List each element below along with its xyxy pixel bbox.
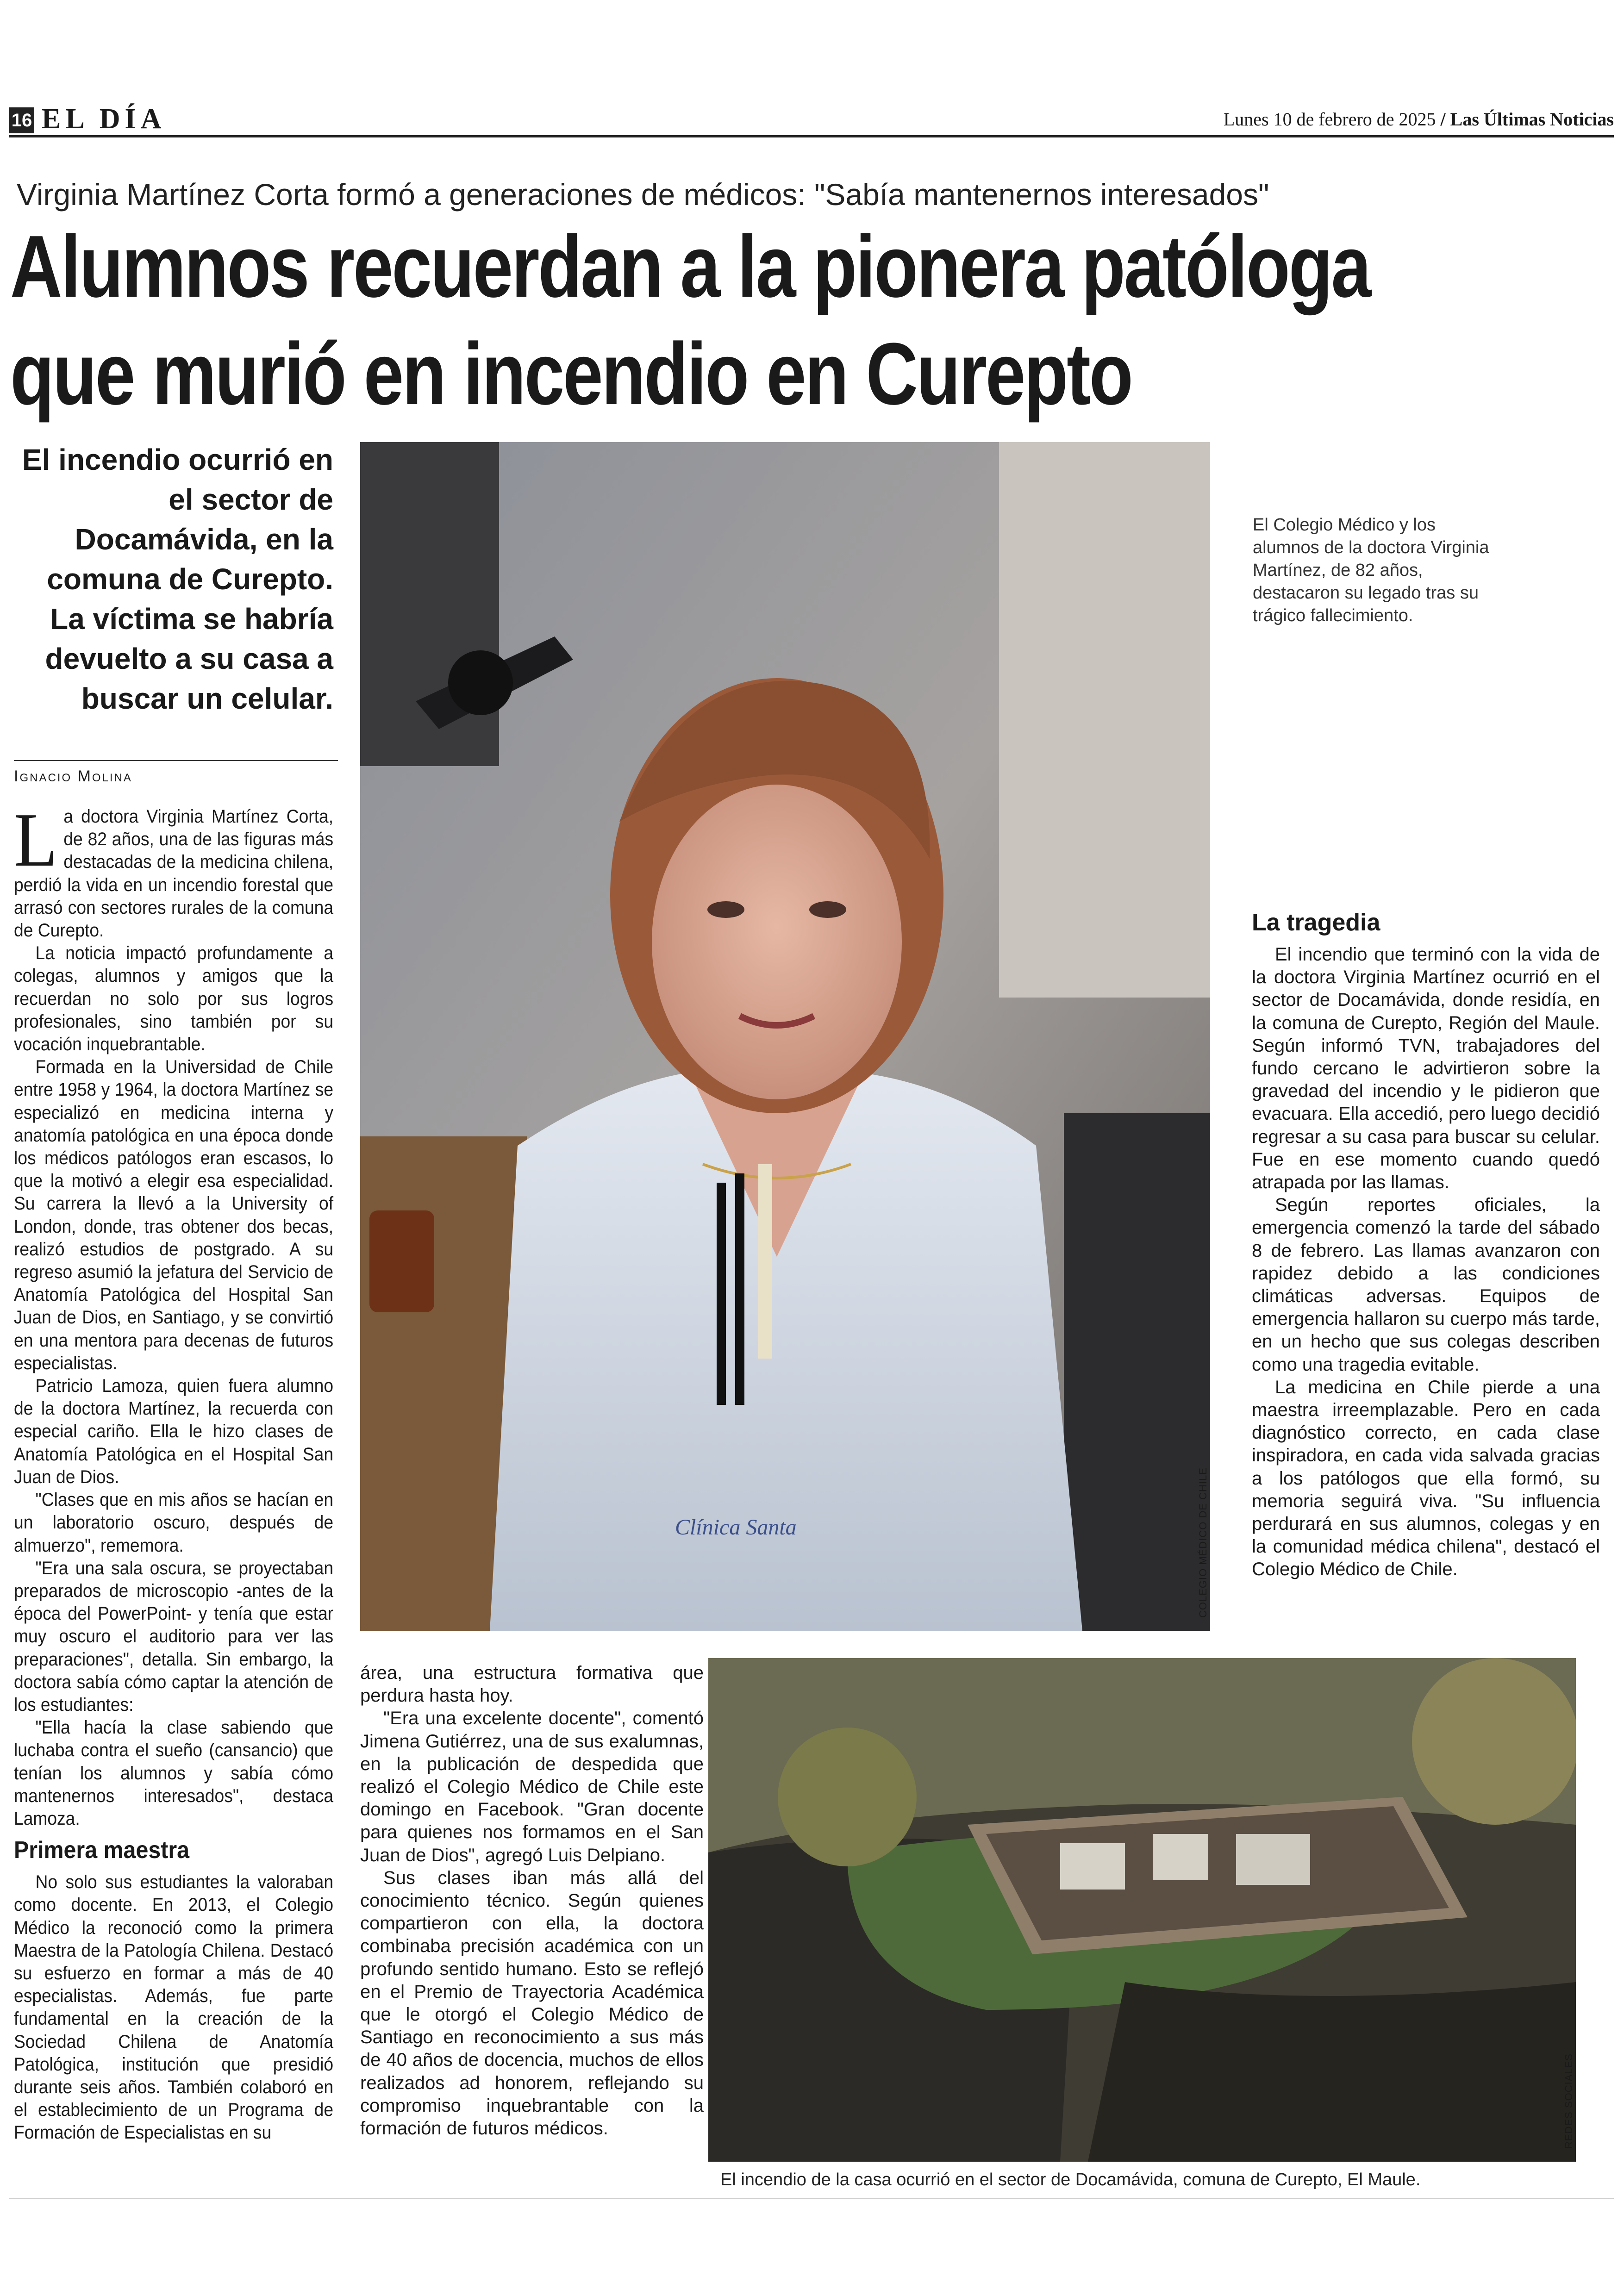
dateline bbox=[1224, 108, 1614, 130]
paragraph: "Era una sala oscura, se proyectaban preparados de microscopio -antes de la época del PowerPoint- y tenía que estar muy oscuro el auditorio para ver las preparaciones", detalla. Sin embargo, la doctora sabía cómo captar la atención de los estudiantes: bbox=[14, 1558, 334, 1715]
byline-rule bbox=[14, 760, 338, 761]
coat-badge-text bbox=[675, 1515, 797, 1540]
paragraph: No solo sus estudiantes la valoraban como docente. En 2013, el Colegio Médico la reconoció como la primera Maestra de la Patología Chilena. Destacó su esfuerzo en formar a más de 40 especialistas. Además, fue parte fundamental en la creación de la Sociedad Chilena de Anatomía Patológica, institución que presidió durante seis años. También colaboró en el establecimiento de un Programa de Formación de Especialistas en su bbox=[14, 1872, 334, 2143]
portrait-illustration bbox=[360, 442, 1210, 1631]
portrait-photo-credit: COLEGIO MÉDICO DE CHILE bbox=[1197, 1467, 1209, 1618]
article-kicker: Virginia Martínez Corta formó a generaciones de médicos: "Sabía mantenernos interesados" bbox=[17, 177, 1269, 212]
svg-text:Clínica Santa: Clínica Santa bbox=[675, 1515, 797, 1540]
subheading-la-tragedia: La tragedia bbox=[1252, 909, 1380, 936]
paragraph: área, una estructura formativa que perdura hasta hoy. bbox=[360, 1663, 704, 1706]
portrait-photo bbox=[360, 442, 1210, 1631]
paragraph: "Clases que en mis años se hacían en un laboratorio oscuro, después de almuerzo", rememora. bbox=[14, 1490, 334, 1556]
subheading-primera-maestra: Primera maestra bbox=[14, 1837, 190, 1864]
fire-aerial-photo bbox=[708, 1658, 1576, 2162]
headline-line-1: Alumnos recuerdan a la pionera patóloga bbox=[10, 218, 1370, 316]
article-column-1 bbox=[14, 797, 334, 2145]
paragraph: Patricio Lamoza, quien fuera alumno de la doctora Martínez, la recuerda con especial cariño. Ella le hizo clases de Anatomía Patológica en el Hospital San Juan de Dios. bbox=[14, 1376, 334, 1487]
header-rule bbox=[9, 135, 1614, 137]
paragraph: "Era una excelente docente", comentó Jimena Gutiérrez, una de sus exalumnas, en la publicación de despedida que realizó el Colegio Médico de Chile este domingo en Facebook. "Gran docente para quienes nos formamos en el San Juan de Dios", agregó Luis Delpiano. bbox=[360, 1708, 704, 1865]
headline-line-2: que murió en incendio en Curepto bbox=[10, 325, 1132, 423]
paragraph: Según reportes oficiales, la emergencia comenzó la tarde del sábado 8 de febrero. Las llamas avanzaron con rapidez debido a las condiciones climáticas adversas. Equipos de emergencia hallaron su cuerpo más tarde, en un hecho que sus colegas describen como una tragedia evitable. bbox=[1252, 1195, 1600, 1375]
fire-photo-caption: El incendio de la casa ocurrió en el sector de Docamávida, comuna de Curepto, El Maule. bbox=[720, 2170, 1421, 2189]
page-number: 16 bbox=[9, 107, 34, 133]
article-column-3 bbox=[1252, 903, 1600, 1581]
article-headline bbox=[10, 213, 1370, 428]
paragraph: Formada en la Universidad de Chile entre 1958 y 1964, la doctora Martínez se especializó en medicina interna y anatomía patológica en una época donde los médicos patólogos eran escasos, lo que la motivó a elegir esa especialidad. Su carrera la llevó a la University of London, donde, tras obtener dos becas, realizó estudios de postgrado. A su regreso asumió la jefatura del Servicio de Anatomía Patológica del Hospital San Juan de Dios, en Santiago, y se convirtió en una mentora para decenas de futuros especialistas. bbox=[14, 1057, 334, 1373]
article-column-2 bbox=[360, 1662, 704, 2140]
paragraph: Sus clases iban más allá del conocimiento técnico. Según quienes compartieron con ella, la doctora combinaba precisión académica con un profundo sentido humano. Esto se reflejó en el Premio de Trayectoria Académica que le otorgó el Colegio Médico de Santiago en reconocimiento a sus más de 40 años de docencia, muchos de ellos realizados ad honorem, reflejando su compromiso inquebrantable con la formación de futuros médicos. bbox=[360, 1867, 704, 2139]
section-name: EL DÍA bbox=[42, 103, 166, 135]
fire-photo-credit: REDES SOCIALES bbox=[1563, 2053, 1574, 2149]
issue-date: Lunes 10 de febrero de 2025 bbox=[1223, 109, 1436, 130]
article-lead: El incendio ocurrió en el sector de Docamávida, en la comuna de Curepto. La víctima se habría devuelto a su casa a buscar un celular. bbox=[22, 443, 333, 715]
byline: Ignacio Molina bbox=[14, 767, 132, 785]
portrait-caption: El Colegio Médico y los alumnos de la doctora Virginia Martínez, de 82 años, destacaron su legado tras su trágico fallecimiento. bbox=[1253, 515, 1489, 625]
drop-cap: L bbox=[14, 797, 58, 882]
paragraph: El incendio que terminó con la vida de la doctora Virginia Martínez ocurrió en el sector de Docamávida, donde residía, en la comuna de Curepto, Región del Maule. Según informó TVN, trabajadores del fundo cercano le advirtieron sobre la gravedad del incendio y le pidieron que evacuara. Ella accedió, pero luego decidió regresar a su casa para buscar su celular. Fue en ese momento cuando quedó atrapada por las llamas. bbox=[1252, 944, 1600, 1193]
paragraph: "Ella hacía la clase sabiendo que luchaba contra el sueño (cansancio) que tenían los alumnos y sabía cómo mantenernos interesados", destaca Lamoza. bbox=[14, 1717, 334, 1829]
paragraph: La noticia impactó profundamente a colegas, alumnos y amigos que la recuerdan no solo por sus logros profesionales, sino también por su vocación inquebrantable. bbox=[14, 943, 334, 1055]
burned-house-illustration bbox=[708, 1658, 1576, 2162]
paragraph: La doctora Virginia Martínez Corta, de 82 años, una de las figuras más destacadas de la medicina chilena, perdió la vida en un incendio forestal que arrasó con sectores rurales de la comuna de Curepto. bbox=[14, 797, 334, 941]
dateline-separator: / bbox=[1440, 109, 1446, 130]
paragraph: La medicina en Chile pierde a una maestra irreemplazable. Pero en cada diagnóstico correcto, en cada clase inspiradora, en cada vida salvada gracias a los patólogos que ella formó, su memoria seguirá viva. "Su influencia perdurará en sus alumnos, colegas y en la comunidad médica chilena", destacó el Colegio Médico de Chile. bbox=[1252, 1377, 1600, 1580]
publication-name: Las Últimas Noticias bbox=[1450, 109, 1614, 130]
bottom-rule bbox=[9, 2198, 1614, 2199]
